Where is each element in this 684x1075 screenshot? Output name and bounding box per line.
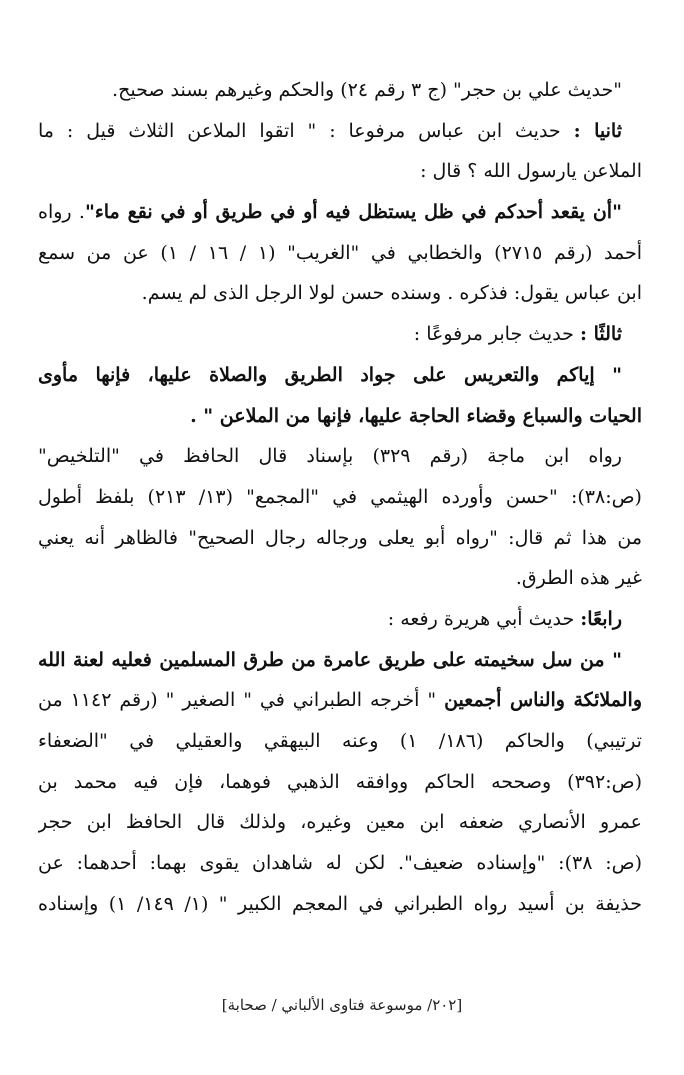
text-run: حديث ابن عباس مرفوعا : " اتقوا الملاعن الثلاث قيل : ما <box>38 119 574 142</box>
section-heading-thanian: ثانيا : <box>573 119 622 142</box>
text-run: حديث جابر مرفوعًا : <box>413 323 580 346</box>
text-line <box>38 314 642 355</box>
text-line: غير هذه الطرق. <box>515 567 642 590</box>
text-run: " أخرجه الطبراني في " الصغير " (رقم ١١٤٢ من <box>38 689 445 712</box>
hadith-line: " إياكم والتعريس على جواد الطريق والصلاة عليها، فإنها مأوى <box>38 363 622 386</box>
text-line: "حديث علي بن حجر" (ج ٣ رقم ٢٤) والحكم وغيرهم بسند صحيح. <box>112 79 622 101</box>
hadith-line: " من سل سخيمته على طريق عامرة من طرق المسلمين فعليه لعنة الله <box>38 648 622 671</box>
document-page <box>38 70 642 924</box>
hadith-text: "أن يقعد أحدكم في ظل يستظل فيه أو في طريق أو في نقع ماء" <box>84 201 622 224</box>
page-footer: [٢٠٢/ موسوعة فتاوى الألباني / صحابة] <box>221 996 463 1014</box>
section-heading-rabian: رابعًا: <box>580 607 622 630</box>
text-line: من هذا ثم قال: "رواه أبو يعلى ورجاله رجال الصحيح" فالظاهر أنه يعني <box>38 526 642 549</box>
text-line: (ص: ٣٨): "وإسناده ضعيف". لكن له شاهدان يقوى بهما: أحدهما: عن <box>38 852 642 875</box>
text-run: . رواه <box>38 201 85 224</box>
text-line <box>38 111 642 152</box>
text-line <box>38 192 642 233</box>
text-line: ترتيبي) والحاكم (١٨٦/ ١) وعنه البيهقي والعقيلي في "الضعفاء <box>38 730 642 752</box>
text-line <box>38 680 642 721</box>
hadith-line: الحيات والسباع وقضاء الحاجة عليها، فإنها من الملاعن " . <box>190 404 642 427</box>
text-line: (ص:٣٩٢) وصححه الحاكم ووافقه الذهبي فوهما، فإن فيه محمد بن <box>38 770 642 793</box>
text-line: ابن عباس يقول: فذكره . وسنده حسن لولا الرجل الذى لم يسم. <box>141 282 642 305</box>
text-run: حديث أبي هريرة رفعه : <box>387 607 581 630</box>
section-heading-thalithan: ثالثًا : <box>579 323 622 346</box>
text-line: أحمد (رقم ٢٧١٥) والخطابي في "الغريب" (١ / ١٦ / ١) عن من سمع <box>38 241 642 264</box>
text-line: الملاعن يارسول الله ؟ قال : <box>420 160 642 183</box>
text-line: عمرو الأنصاري ضعفه ابن معين وغيره، ولذلك قال الحافظ ابن حجر <box>38 811 642 834</box>
hadith-text: والملائكة والناس أجمعين <box>444 689 642 712</box>
text-line: (ص:٣٨): "حسن وأورده الهيثمي في "المجمع" (١٣/ ٢١٣) بلفظ أطول <box>38 485 642 508</box>
text-line <box>38 599 642 640</box>
text-line: حذيفة بن أسيد رواه الطبراني في المعجم الكبير " (١/ ١٤٩/ ١) وإسناده <box>38 892 642 915</box>
text-line: رواه ابن ماجة (رقم ٣٢٩) بإسناد قال الحافظ في "التلخيص" <box>38 445 622 468</box>
